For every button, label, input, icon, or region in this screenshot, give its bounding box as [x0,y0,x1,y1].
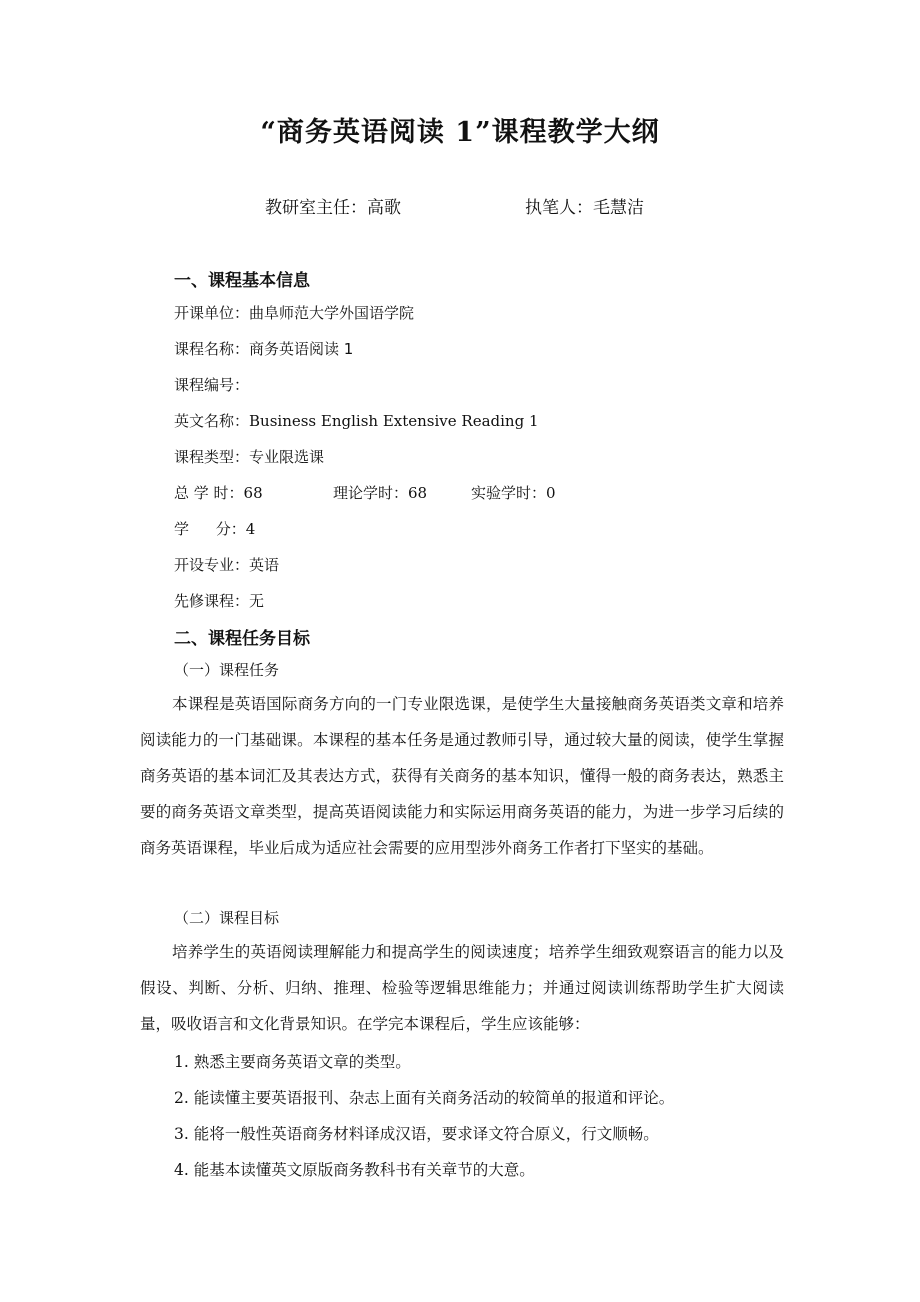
info-value: 曲阜师范大学外国语学院 [249,304,415,322]
info-type [174,446,324,467]
writer-text: 执笔人：毛慧洁 [525,198,644,218]
info-label: 英文名称： [174,412,250,430]
info-value: 68 [243,484,263,502]
info-value: 0 [546,484,556,502]
info-credits [174,518,255,539]
goal-item: 1. 熟悉主要商务英语文章的类型。 [174,1053,411,1071]
info-english-name [174,410,539,431]
director-text: 教研室主任：高歌 [265,198,401,218]
info-name [174,338,353,359]
info-value: 英语 [249,556,280,574]
info-lab-hours [471,482,556,503]
section2-heading: 二、课程任务目标 [174,629,310,649]
info-value: Business English Extensive Reading 1 [249,412,539,430]
document-title: “商务英语阅读 1”课程教学大纲 [260,117,660,148]
info-label: 实验学时： [471,484,547,502]
goal-item: 3. 能将一般性英语商务材料译成汉语，要求译文符合原义，行文顺畅。 [174,1125,659,1143]
info-label: 理论学时： [333,484,409,502]
info-label: 课程编号： [174,376,250,394]
info-value: 商务英语阅读 1 [249,340,354,358]
info-value: 4 [245,520,256,538]
info-major [174,554,279,575]
info-code [174,374,249,395]
info-label: 学 分： [174,520,246,538]
info-label: 开设专业： [174,556,250,574]
info-value: 无 [249,592,265,610]
info-unit [174,302,414,323]
info-label: 课程名称： [174,340,250,358]
goal-paragraph: 培养学生的英语阅读理解能力和提高学生的阅读速度；培养学生细致观察语言的能力以及假设、判断、分析、归纳、推理、检验等逻辑思维能力；并通过阅读训练帮助学生扩大阅读量，吸收语言和文化背景知识。在学完本课程后，学生应该能够： [140,943,784,1033]
goal-item: 2. 能读懂主要英语报刊、杂志上面有关商务活动的较简单的报道和评论。 [174,1089,675,1107]
info-label: 开课单位： [174,304,250,322]
info-label: 先修课程： [174,592,250,610]
info-prereq [174,590,264,611]
task-heading: （一）课程任务 [174,661,280,679]
info-value: 68 [408,484,428,502]
task-paragraph: 本课程是英语国际商务方向的一门专业限选课，是使学生大量接触商务英语类文章和培养阅读能力的一门基础课。本课程的基本任务是通过教师引导，通过较大量的阅读，使学生掌握商务英语的基本词汇及其表达方式，获得有关商务的基本知识，懂得一般的商务表达，熟悉主要的商务英语文章类型，提高英语阅读能力和实际运用商务英语的能力，为进一步学习后续的商务英语课程，毕业后成为适应社会需要的应用型涉外商务工作者打下坚实的基础。 [140,695,784,857]
info-label: 总 学 时： [174,484,244,502]
section1-heading: 一、课程基本信息 [174,271,310,291]
goal-item: 4. 能基本读懂英文原版商务教科书有关章节的大意。 [174,1161,535,1179]
goal-heading: （二）课程目标 [174,909,280,927]
info-label: 课程类型： [174,448,250,466]
info-theory-hours [333,482,427,503]
info-value: 专业限选课 [249,448,325,466]
info-total-hours [174,482,263,503]
